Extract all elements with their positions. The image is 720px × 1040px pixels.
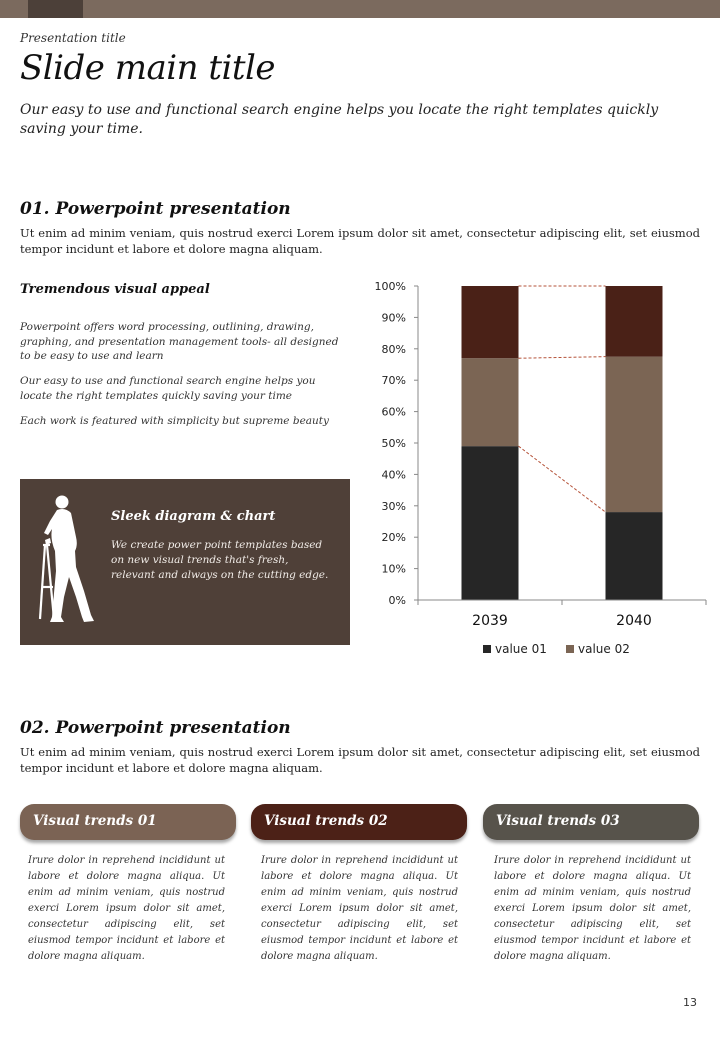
y-tick-label: 100% [374, 280, 406, 293]
feature-paragraph-2: Our easy to use and functional search engine helps you locate the right templates quickly saving your time [20, 375, 316, 402]
y-tick-label: 50% [381, 437, 406, 450]
feature-heading: Tremendous visual appeal [20, 282, 210, 297]
y-tick-label: 0% [388, 594, 406, 607]
visual-trends-3-text: Irure dolor in reprehend incididunt ut labore et dolore magna aliqua. Ut enim ad minim veniam, quis nostrud exerci Lorem ipsum dolor sit amet, consectetur adipiscing elit, set eiusmod tempor incidunt et labore et dolore magna aliquam. [494, 855, 691, 962]
section-2-heading: 02. Powerpoint presentation [20, 718, 291, 738]
y-tick-label: 80% [381, 342, 406, 356]
page-number: 13 [683, 996, 697, 1009]
visual-trends-2-header [251, 804, 467, 840]
x-tick-label: 2040 [616, 613, 652, 629]
bar-segment [462, 446, 519, 600]
stacked-bar-chart [364, 272, 709, 672]
visual-trends-2-title: Visual trends 02 [264, 813, 388, 829]
bar-segment [606, 357, 663, 512]
elderly-walker-icon [38, 493, 100, 625]
callout-title: Sleek diagram & chart [111, 509, 276, 524]
callout-box [20, 479, 350, 645]
feature-paragraph-3: Each work is featured with simplicity but supreme beauty [20, 415, 329, 427]
visual-trends-2-text: Irure dolor in reprehend incididunt ut labore et dolore magna aliqua. Ut enim ad minim veniam, quis nostrud exerci Lorem ipsum dolor sit amet, consectetur adipiscing elit, set eiusmod tempor incidunt et labore et dolore magna aliquam. [261, 855, 458, 962]
section-1-body: Ut enim ad minim veniam, quis nostrud exerci Lorem ipsum dolor sit amet, consectetur adipiscing elit, set eiusmod tempor incidunt et labore et dolore magna aliquam. [20, 226, 700, 256]
visual-trends-3-header [483, 804, 699, 840]
presentation-title: Presentation title [20, 31, 126, 45]
y-tick-label: 60% [381, 405, 406, 419]
top-accent-block [28, 0, 83, 18]
y-tick-label: 40% [381, 468, 406, 482]
bar-segment [606, 286, 663, 357]
y-tick-label: 30% [381, 499, 406, 513]
slide-subtitle: Our easy to use and functional search engine helps you locate the right templates quickly saving your time. [20, 102, 659, 137]
visual-trends-3-title: Visual trends 03 [496, 813, 620, 829]
top-accent-bar [0, 0, 720, 18]
slide-main-title: Slide main title [20, 48, 276, 88]
bar-segment [606, 512, 663, 600]
legend-label: value 02 [578, 642, 630, 656]
legend-label: value 01 [495, 642, 547, 656]
legend-swatch [483, 645, 491, 653]
y-tick-label: 20% [381, 531, 406, 545]
feature-paragraph-1: Powerpoint offers word processing, outlining, drawing, graphing, and presentation management tools- all designed to be easy to use and learn [20, 321, 339, 362]
series-line [519, 446, 606, 512]
visual-trends-1-header [20, 804, 236, 840]
y-tick-label: 70% [381, 374, 406, 388]
visual-trends-1-title: Visual trends 01 [33, 813, 157, 829]
y-tick-label: 10% [381, 562, 406, 576]
bar-segment [462, 286, 519, 358]
bar-segment [462, 358, 519, 446]
x-tick-label: 2039 [472, 613, 508, 629]
y-tick-label: 90% [381, 311, 406, 325]
visual-trends-1-text: Irure dolor in reprehend incididunt ut labore et dolore magna aliqua. Ut enim ad minim veniam, quis nostrud exerci Lorem ipsum dolor sit amet, consectetur adipiscing elit, set eiusmod tempor incidunt et labore et dolore magna aliquam. [28, 855, 225, 962]
callout-text: We create power point templates based on new visual trends that's fresh, relevant and always on the cutting edge. [111, 539, 329, 581]
series-line [519, 357, 606, 359]
legend-swatch [566, 645, 574, 653]
section-1-heading: 01. Powerpoint presentation [20, 199, 291, 219]
section-2-body: Ut enim ad minim veniam, quis nostrud exerci Lorem ipsum dolor sit amet, consectetur adipiscing elit, set eiusmod tempor incidunt et labore et dolore magna aliquam. [20, 745, 700, 775]
